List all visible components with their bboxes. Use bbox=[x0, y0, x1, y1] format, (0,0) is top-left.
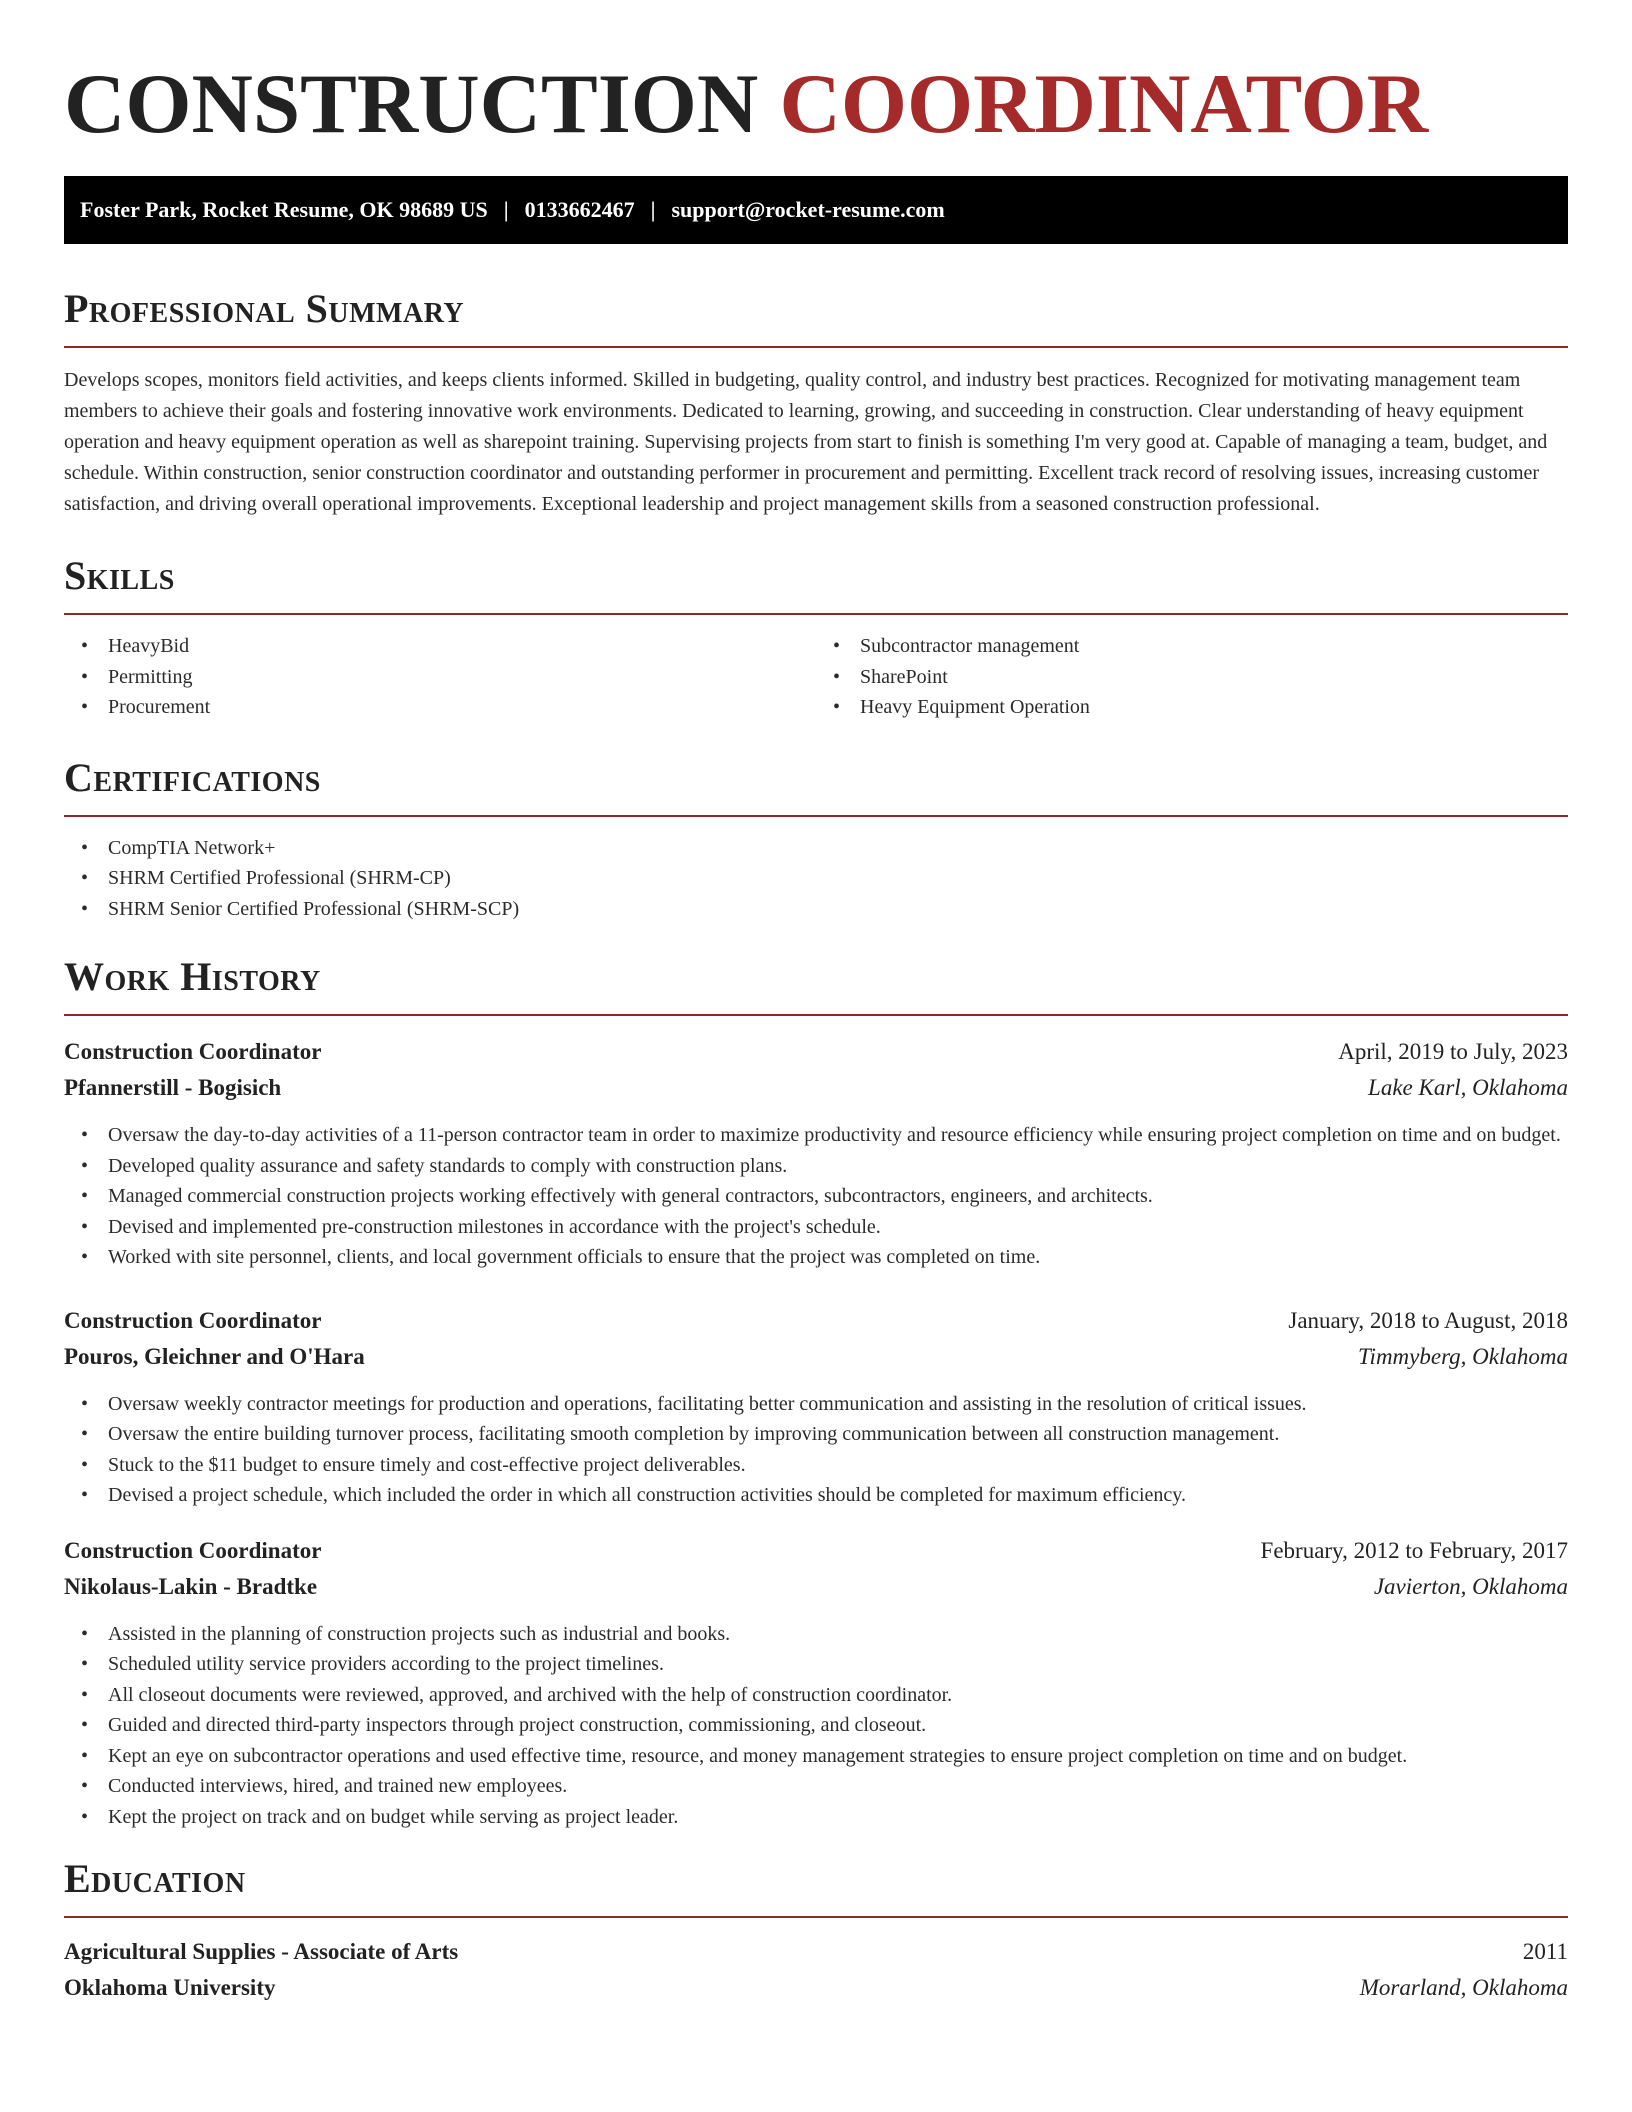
job-bullet-text: Developed quality assurance and safety standards to comply with construction plans. bbox=[108, 1154, 788, 1177]
job-bullet-text: Stuck to the $11 budget to ensure timely and cost-effective project deliverables. bbox=[108, 1453, 746, 1476]
job-bullet-text: Kept the project on track and on budget while serving as project leader. bbox=[108, 1805, 679, 1828]
skill-item bbox=[816, 662, 1568, 693]
job-bullet bbox=[64, 1802, 1568, 1833]
education-year: 2011 bbox=[1522, 1939, 1568, 1964]
job-title: Construction Coordinator bbox=[64, 1307, 322, 1333]
skills-heading: Skills bbox=[64, 553, 175, 598]
certification-item bbox=[64, 863, 1568, 894]
contact-separator: | bbox=[503, 197, 509, 222]
skills-list-left bbox=[64, 631, 816, 723]
job-bullet-text: Kept an eye on subcontractor operations and used effective time, resource, and money management strategies to ensure project completion on time and on budget. bbox=[108, 1744, 1408, 1767]
job-dates: January, 2018 to August, 2018 bbox=[1288, 1307, 1568, 1333]
job-bullet bbox=[64, 1212, 1568, 1243]
job-title: Construction Coordinator bbox=[64, 1039, 322, 1064]
skill-item bbox=[816, 631, 1568, 662]
job-company-row bbox=[64, 1070, 1568, 1106]
bullet-icon: • bbox=[81, 1154, 89, 1177]
summary-section bbox=[64, 286, 1568, 520]
certification-item bbox=[64, 894, 1568, 925]
job-bullet bbox=[64, 1419, 1568, 1450]
education-degree-row bbox=[64, 1934, 1568, 1970]
bullet-icon: • bbox=[81, 1744, 89, 1767]
contact-address: Foster Park, Rocket Resume, OK 98689 US bbox=[80, 197, 488, 222]
job-bullet-text: All closeout documents were reviewed, approved, and archived with the help of construction coordinator. bbox=[108, 1683, 953, 1706]
job-bullet-text: Devised a project schedule, which included the order in which all construction activities should be completed for maximum efficiency. bbox=[108, 1484, 1186, 1506]
education-location: Morarland, Oklahoma bbox=[1359, 1975, 1568, 2000]
education-section bbox=[64, 1856, 1568, 2006]
job-company: Pouros, Gleichner and O'Hara bbox=[64, 1343, 365, 1369]
skill-label: HeavyBid bbox=[108, 635, 190, 657]
job-bullet bbox=[64, 1181, 1568, 1212]
bullet-icon: • bbox=[81, 1653, 89, 1675]
bullet-icon: • bbox=[81, 1215, 89, 1238]
bullet-icon: • bbox=[81, 696, 89, 718]
job-bullet bbox=[64, 1619, 1568, 1650]
bullet-icon: • bbox=[81, 1246, 89, 1268]
job-location: Lake Karl, Oklahoma bbox=[1368, 1075, 1568, 1100]
bullet-icon: • bbox=[833, 665, 841, 688]
section-divider bbox=[64, 1916, 1568, 1918]
job-bullet-text: Oversaw weekly contractor meetings for production and operations, facilitating better communication and assisting in the resolution of critical issues. bbox=[108, 1392, 1307, 1415]
certifications-heading: Certifications bbox=[64, 754, 321, 800]
skill-label: Procurement bbox=[108, 696, 211, 718]
job-bullet bbox=[64, 1649, 1568, 1680]
job-bullet bbox=[64, 1771, 1568, 1802]
job-bullet-text: Conducted interviews, hired, and trained new employees. bbox=[108, 1775, 568, 1797]
skills-section bbox=[64, 553, 1568, 723]
job-title-row bbox=[64, 1303, 1568, 1339]
job-title: Construction Coordinator bbox=[64, 1537, 322, 1563]
education-degree: Agricultural Supplies - Associate of Arts bbox=[64, 1939, 459, 1964]
job-bullet-text: Oversaw the day-to-day activities of a 11-person contractor team in order to maximize productivity and resource efficiency while ensuring project completion on time and on budget. bbox=[108, 1124, 1561, 1146]
job-entry bbox=[64, 1303, 1568, 1511]
bullet-icon: • bbox=[81, 836, 89, 859]
work-history-section bbox=[64, 954, 1568, 1832]
skills-columns bbox=[64, 615, 1568, 723]
job-dates: April, 2019 to July, 2023 bbox=[1338, 1039, 1568, 1064]
certification-label: CompTIA Network+ bbox=[108, 836, 276, 859]
job-company-row bbox=[64, 1569, 1568, 1605]
skills-list-right bbox=[816, 631, 1568, 723]
job-title-row bbox=[64, 1533, 1568, 1569]
job-bullet bbox=[64, 1710, 1568, 1741]
job-entry bbox=[64, 1034, 1568, 1273]
bullet-icon: • bbox=[81, 1805, 89, 1828]
job-bullet bbox=[64, 1242, 1568, 1273]
bullet-icon: • bbox=[81, 1775, 89, 1797]
job-bullet bbox=[64, 1741, 1568, 1772]
section-divider bbox=[64, 815, 1568, 817]
section-divider bbox=[64, 346, 1568, 348]
job-bullets bbox=[64, 1389, 1568, 1511]
job-bullet-text: Devised and implemented pre-construction milestones in accordance with the project's schedule. bbox=[108, 1215, 881, 1238]
job-bullet bbox=[64, 1450, 1568, 1481]
certifications-section bbox=[64, 755, 1568, 925]
bullet-icon: • bbox=[81, 1392, 89, 1415]
job-bullet bbox=[64, 1480, 1568, 1511]
bullet-icon: • bbox=[81, 1622, 89, 1645]
skill-label: Subcontractor management bbox=[860, 635, 1080, 657]
skill-item bbox=[816, 692, 1568, 723]
bullet-icon: • bbox=[81, 1714, 89, 1736]
summary-text: Develops scopes, monitors field activities, and keeps clients informed. Skilled in budgeting, quality control, and industry best practices. Recognized for motivating management team members to achieve their goals and fostering innovative work environments. Dedicated to learning, growing, and succeeding in construction. Clear understanding of heavy equipment operation and heavy equipment operation as well as sharepoint training. Supervising projects from start to finish is something I'm very good at. Capable of managing a team, budget, and schedule. Within construction, senior construction coordinator and outstanding performer in procurement and permitting. Excellent track record of resolving issues, increasing customer satisfaction, and driving overall operational improvements. Exceptional leadership and project management skills from a seasoned construction professional. bbox=[64, 369, 1548, 515]
bullet-icon: • bbox=[81, 1124, 89, 1146]
title-second-word: COORDINATOR bbox=[779, 57, 1429, 151]
job-company-row bbox=[64, 1339, 1568, 1375]
job-bullet-text: Oversaw the entire building turnover process, facilitating smooth completion by improving communication between all construction management. bbox=[108, 1423, 1280, 1445]
bullet-icon: • bbox=[81, 867, 89, 889]
title-first-word: CONSTRUCTION bbox=[64, 57, 759, 151]
job-bullet-text: Managed commercial construction projects working effectively with general contractors, subcontractors, engineers, and architects. bbox=[108, 1185, 1153, 1207]
work-history-heading: Work History bbox=[64, 954, 321, 999]
contact-phone: 0133662467 bbox=[524, 197, 635, 222]
contact-separator: | bbox=[650, 197, 656, 222]
resume-title bbox=[64, 54, 1568, 154]
skill-label: Heavy Equipment Operation bbox=[860, 696, 1090, 718]
education-school-row bbox=[64, 1970, 1568, 2006]
bullet-icon: • bbox=[81, 1484, 89, 1506]
bullet-icon: • bbox=[81, 1423, 89, 1445]
contact-bar bbox=[64, 176, 1568, 244]
bullet-icon: • bbox=[81, 897, 89, 920]
job-bullet bbox=[64, 1151, 1568, 1182]
job-bullets bbox=[64, 1120, 1568, 1273]
job-bullet-text: Scheduled utility service providers according to the project timelines. bbox=[108, 1653, 664, 1675]
summary-heading: Professional Summary bbox=[64, 286, 465, 331]
bullet-icon: • bbox=[833, 696, 841, 718]
certifications-list bbox=[64, 833, 1568, 925]
job-bullets bbox=[64, 1619, 1568, 1833]
certification-item bbox=[64, 833, 1568, 864]
job-entry bbox=[64, 1533, 1568, 1833]
skill-label: Permitting bbox=[108, 665, 193, 688]
certification-label: SHRM Certified Professional (SHRM-CP) bbox=[108, 867, 451, 889]
contact-email: support@rocket-resume.com bbox=[671, 197, 945, 222]
job-company: Pfannerstill - Bogisich bbox=[64, 1075, 282, 1100]
job-bullet-text: Guided and directed third-party inspectors through project construction, commissioning, and closeout. bbox=[108, 1714, 927, 1736]
job-bullet bbox=[64, 1389, 1568, 1420]
section-divider bbox=[64, 1014, 1568, 1016]
job-location: Timmyberg, Oklahoma bbox=[1358, 1343, 1568, 1369]
skill-item bbox=[64, 662, 816, 693]
skill-item bbox=[64, 692, 816, 723]
bullet-icon: • bbox=[81, 1683, 89, 1706]
job-bullet bbox=[64, 1120, 1568, 1151]
job-company: Nikolaus-Lakin - Bradtke bbox=[64, 1573, 318, 1599]
bullet-icon: • bbox=[833, 635, 841, 657]
bullet-icon: • bbox=[81, 665, 89, 688]
job-bullet bbox=[64, 1680, 1568, 1711]
skill-label: SharePoint bbox=[860, 665, 948, 688]
job-title-row bbox=[64, 1034, 1568, 1070]
skill-item bbox=[64, 631, 816, 662]
certification-label: SHRM Senior Certified Professional (SHRM-SCP) bbox=[108, 897, 520, 920]
bullet-icon: • bbox=[81, 1453, 89, 1476]
education-entry bbox=[64, 1934, 1568, 2006]
job-dates: February, 2012 to February, 2017 bbox=[1260, 1537, 1568, 1563]
bullet-icon: • bbox=[81, 635, 89, 657]
job-location: Javierton, Oklahoma bbox=[1373, 1573, 1568, 1599]
job-bullet-text: Worked with site personnel, clients, and local government officials to ensure that the project was completed on time. bbox=[108, 1246, 1041, 1268]
bullet-icon: • bbox=[81, 1185, 89, 1207]
education-heading: Education bbox=[64, 1856, 246, 1901]
job-bullet-text: Assisted in the planning of construction projects such as industrial and books. bbox=[108, 1622, 731, 1645]
education-school: Oklahoma University bbox=[64, 1975, 276, 2000]
